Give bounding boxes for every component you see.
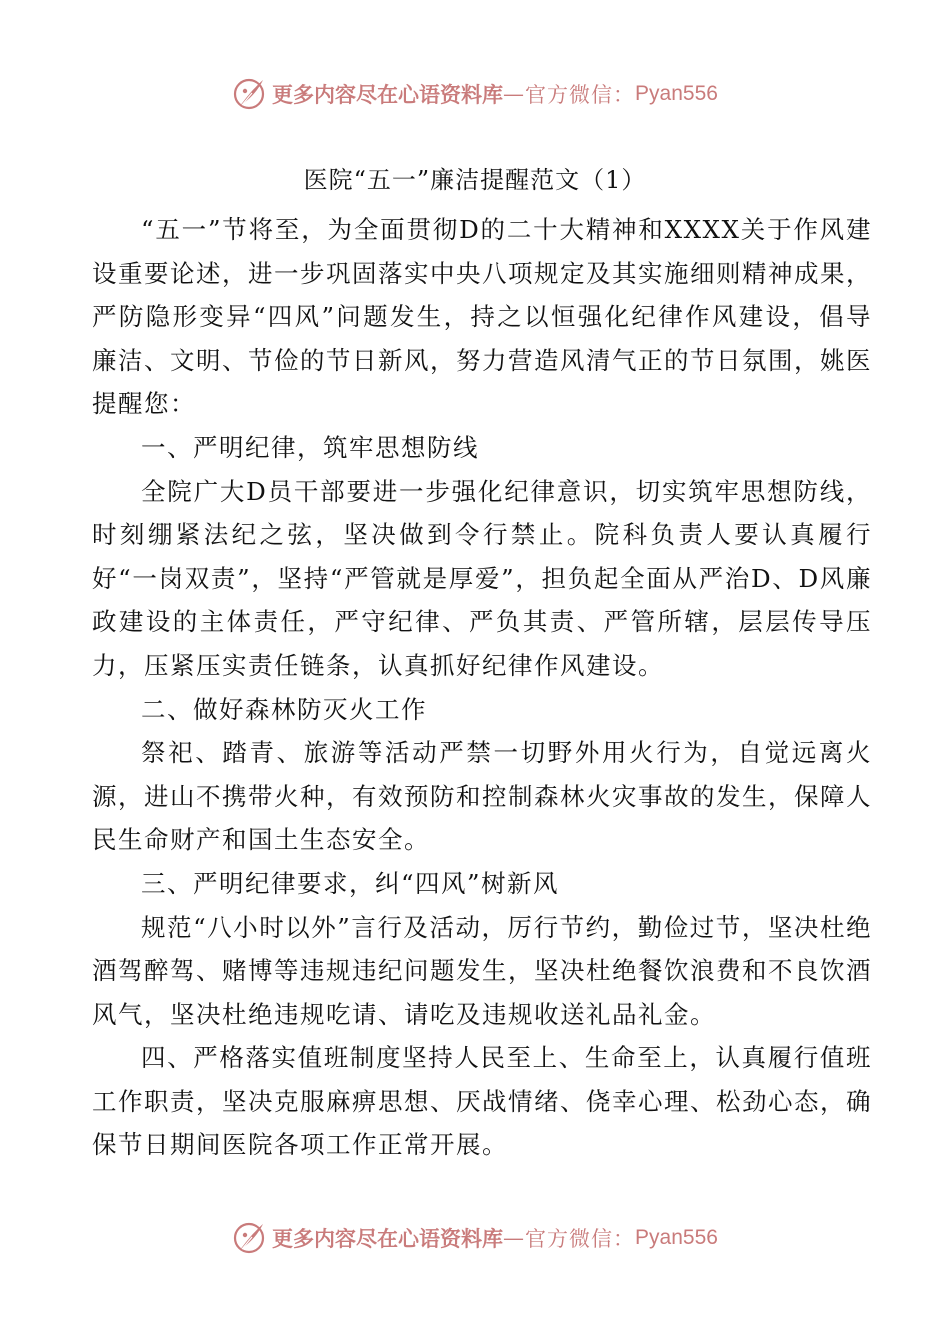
banner-dash: — (503, 1226, 526, 1250)
quill-logo-icon (232, 1220, 268, 1256)
banner-wechat-id: Pyan556 (635, 1226, 718, 1249)
section-paragraph-1: 全院广大D员干部要进一步强化纪律意识，切实筑牢思想防线，时刻绷紧法纪之弦，坚决做到令行禁止。院科负责人要认真履行好“一岗双责”，坚持“严管就是厚爱”，担负起全面从严治D、D风廉政建设的主体责任，严守纪律、严负其责、严管所辖，层层传导压力，压紧压实责任链条，认真抓好纪律作风建设。 (92, 476, 872, 680)
section-heading-2: 二、做好森林防灭火工作 (141, 694, 427, 724)
banner-main-text: 更多内容尽在心语资料库 (272, 1226, 504, 1251)
banner-main-text: 更多内容尽在心语资料库 (272, 82, 504, 107)
banner-dash: — (503, 82, 526, 106)
section-heading-1: 一、严明纪律，筑牢思想防线 (141, 432, 479, 462)
footer-watermark-banner (0, 1218, 950, 1258)
section-paragraph-2: 祭祀、踏青、旅游等活动严禁一切野外用火行为，自觉远离火源，进山不携带火种，有效预防和控制森林火灾事故的发生，保障人民生命财产和国土生态安全。 (92, 738, 872, 855)
section-heading-3: 三、严明纪律要求，纠“四风”树新风 (141, 868, 560, 898)
document-body (92, 208, 872, 1167)
header-watermark-banner (0, 74, 950, 114)
section-paragraph-3: 规范“八小时以外”言行及活动，厉行节约，勤俭过节，坚决杜绝酒驾醉驾、赌博等违规违纪问题发生，坚决杜绝餐饮浪费和不良饮酒风气，坚决杜绝违规吃请、请吃及违规收送礼品礼金。 (92, 912, 872, 1029)
quill-logo-icon (232, 76, 268, 112)
intro-paragraph: “五一”节将至，为全面贯彻D的二十大精神和XXXX关于作风建设重要论述，进一步巩固落实中央八项规定及其实施细则精神成果，严防隐形变异“四风”问题发生，持之以恒强化纪律作风建设，倡导廉洁、文明、节俭的节日新风，努力营造风清气正的节日氛围，姚医提醒您： (92, 215, 872, 419)
document-title: 医院“五一”廉洁提醒范文（1） (303, 166, 647, 194)
banner-wechat-id: Pyan556 (635, 82, 718, 105)
banner-wechat-label: 官方微信： (525, 1227, 636, 1251)
banner-wechat-label: 官方微信： (525, 83, 636, 107)
section-paragraph-4: 四、严格落实值班制度坚持人民至上、生命至上，认真履行值班工作职责，坚决克服麻痹思想、厌战情绪、侥幸心理、松劲心态，确保节日期间医院各项工作正常开展。 (92, 1043, 872, 1160)
